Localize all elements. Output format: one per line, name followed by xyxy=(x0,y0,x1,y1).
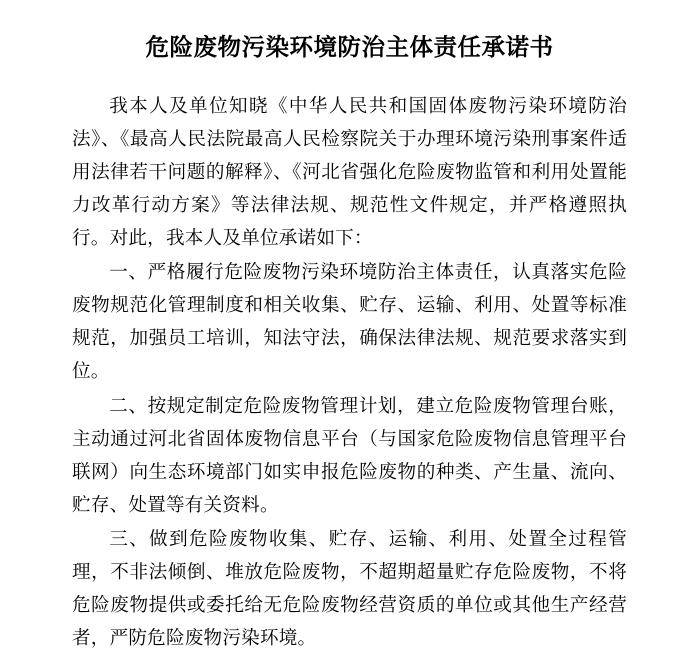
page-title: 危险废物污染环境防治主体责任承诺书 xyxy=(145,33,554,61)
paragraph-clause-1: 一、严格履行危险废物污染环境防治主体责任，认真落实危险废物规范化管理制度和相关收集、贮存、运输、利用、处置等标准规范，加强员工培训，知法守法，确保法律法规、规范要求落实到位。 xyxy=(72,262,627,383)
paragraph-clause-2: 二、按规定制定危险废物管理计划，建立危险废物管理台账，主动通过河北省固体废物信息平台（与国家危险废物信息管理平台联网）向生态环境部门如实申报危险废物的种类、产生量、流向、贮存、处置等有关资料。 xyxy=(72,395,627,516)
paragraph-clause-3: 三、做到危险废物收集、贮存、运输、利用、处置全过程管理，不非法倾倒、堆放危险废物，不超期超量贮存危险废物，不将危险废物提供或委托给无危险废物经营资质的单位或其他生产经营者，严防危险废物污染环境。 xyxy=(72,528,627,650)
paragraph-preamble: 我本人及单位知晓《中华人民共和国固体废物污染环境防治法》、《最高人民法院最高人民检察院关于办理环境污染刑事案件适用法律若干问题的解释》、《河北省强化危险废物监管和利用处置能力改革行动方案》等法律法规、规范性文件规定，并严格遵照执行。对此，我本人及单位承诺如下： xyxy=(72,95,627,250)
